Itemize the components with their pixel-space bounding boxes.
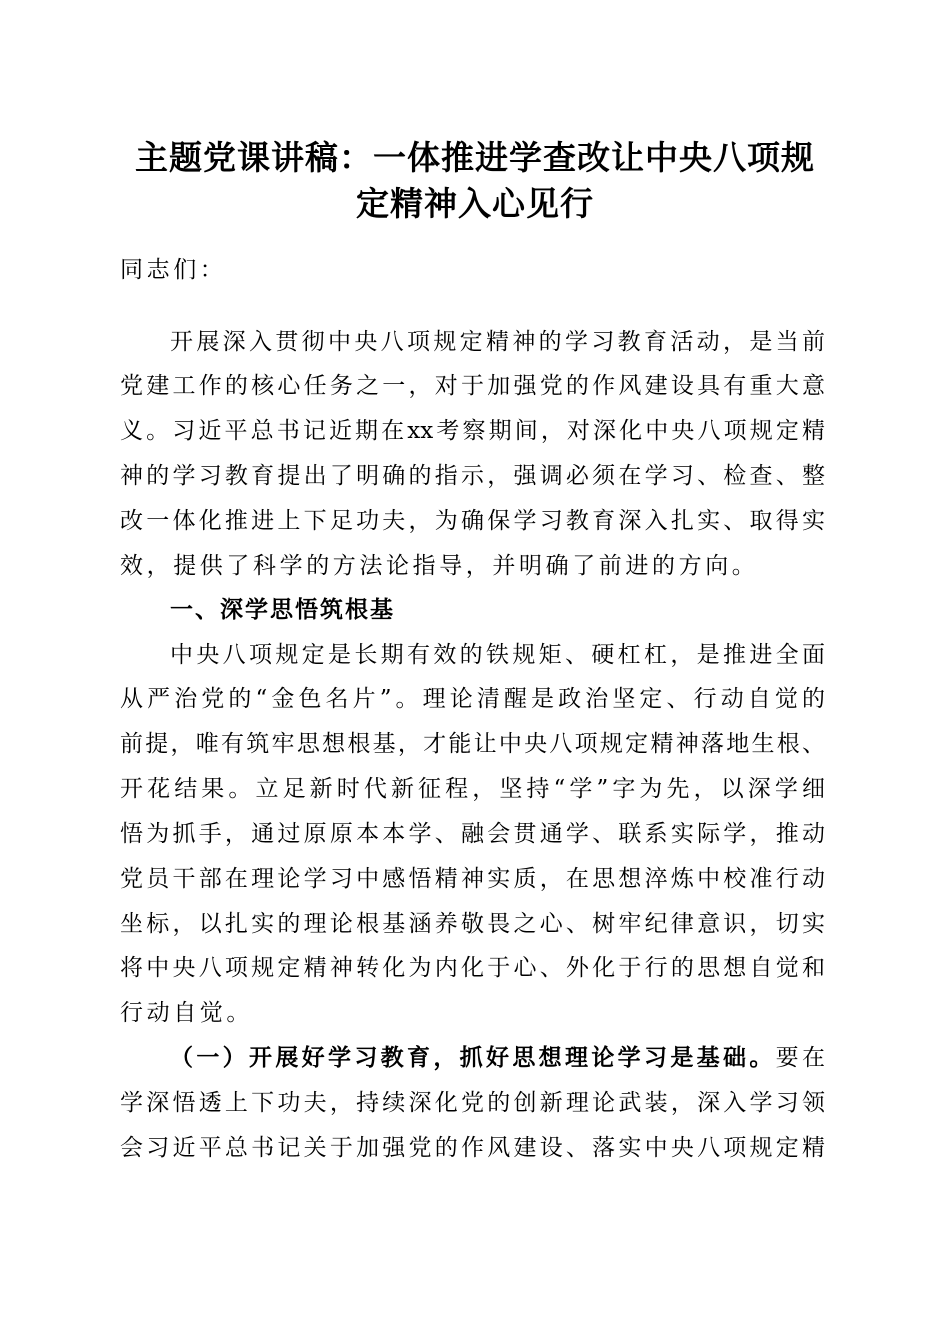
intro-line: 党建工作的核心任务之一，对于加强党的作风建设具有重大意 — [120, 373, 825, 399]
subsection-first-line — [170, 1043, 825, 1073]
section-para-line: 将中央八项规定精神转化为内化于心、外化于行的思想自觉和 — [120, 955, 825, 981]
section-para-line: 从严治党的“金色名片”。理论清醒是政治坚定、行动自觉的 — [120, 686, 825, 712]
section-para-line: 悟为抓手，通过原原本本学、融会贯通学、联系实际学，推动 — [120, 821, 825, 847]
intro-line: 神的学习教育提出了明确的指示，强调必须在学习、检查、整 — [120, 463, 825, 489]
title-line-1: 主题党课讲稿：一体推进学查改让中央八项规 — [135, 138, 815, 177]
intro-line: 义。习近平总书记近期在xx考察期间，对深化中央八项规定精 — [120, 418, 825, 444]
subsection-line: 会习近平总书记关于加强党的作风建设、落实中央八项规定精 — [120, 1135, 825, 1161]
subsection-text: 要在 — [775, 1045, 826, 1071]
section-heading: 一、深学思悟筑根基 — [170, 597, 395, 623]
section-para-line: 前提，唯有筑牢思想根基，才能让中央八项规定精神落地生根、 — [120, 731, 825, 757]
section-para-line: 中央八项规定是长期有效的铁规矩、硬杠杠，是推进全面 — [170, 642, 825, 668]
section-para-line: 行动自觉。 — [120, 1000, 253, 1026]
intro-line: 改一体化推进上下足功夫，为确保学习教育深入扎实、取得实 — [120, 508, 825, 534]
title-line-2: 定精神入心见行 — [356, 184, 594, 223]
subsection-heading: （一）开展好学习教育，抓好思想理论学习是基础。 — [170, 1044, 776, 1071]
section-para-line: 开花结果。立足新时代新征程，坚持“学”字为先，以深学细 — [120, 776, 825, 802]
section-para-line: 党员干部在理论学习中感悟精神实质，在思想淬炼中校准行动 — [120, 866, 825, 892]
subsection-line: 学深悟透上下功夫，持续深化党的创新理论武装，深入学习领 — [120, 1090, 825, 1116]
section-para-line: 坐标，以扎实的理论根基涵养敬畏之心、树牢纪律意识，切实 — [120, 911, 825, 937]
salutation: 同志们： — [120, 257, 227, 283]
intro-line: 开展深入贯彻中央八项规定精神的学习教育活动，是当前 — [170, 329, 825, 355]
intro-line: 效，提供了科学的方法论指导，并明确了前进的方向。 — [120, 553, 759, 579]
document-title — [100, 135, 850, 227]
